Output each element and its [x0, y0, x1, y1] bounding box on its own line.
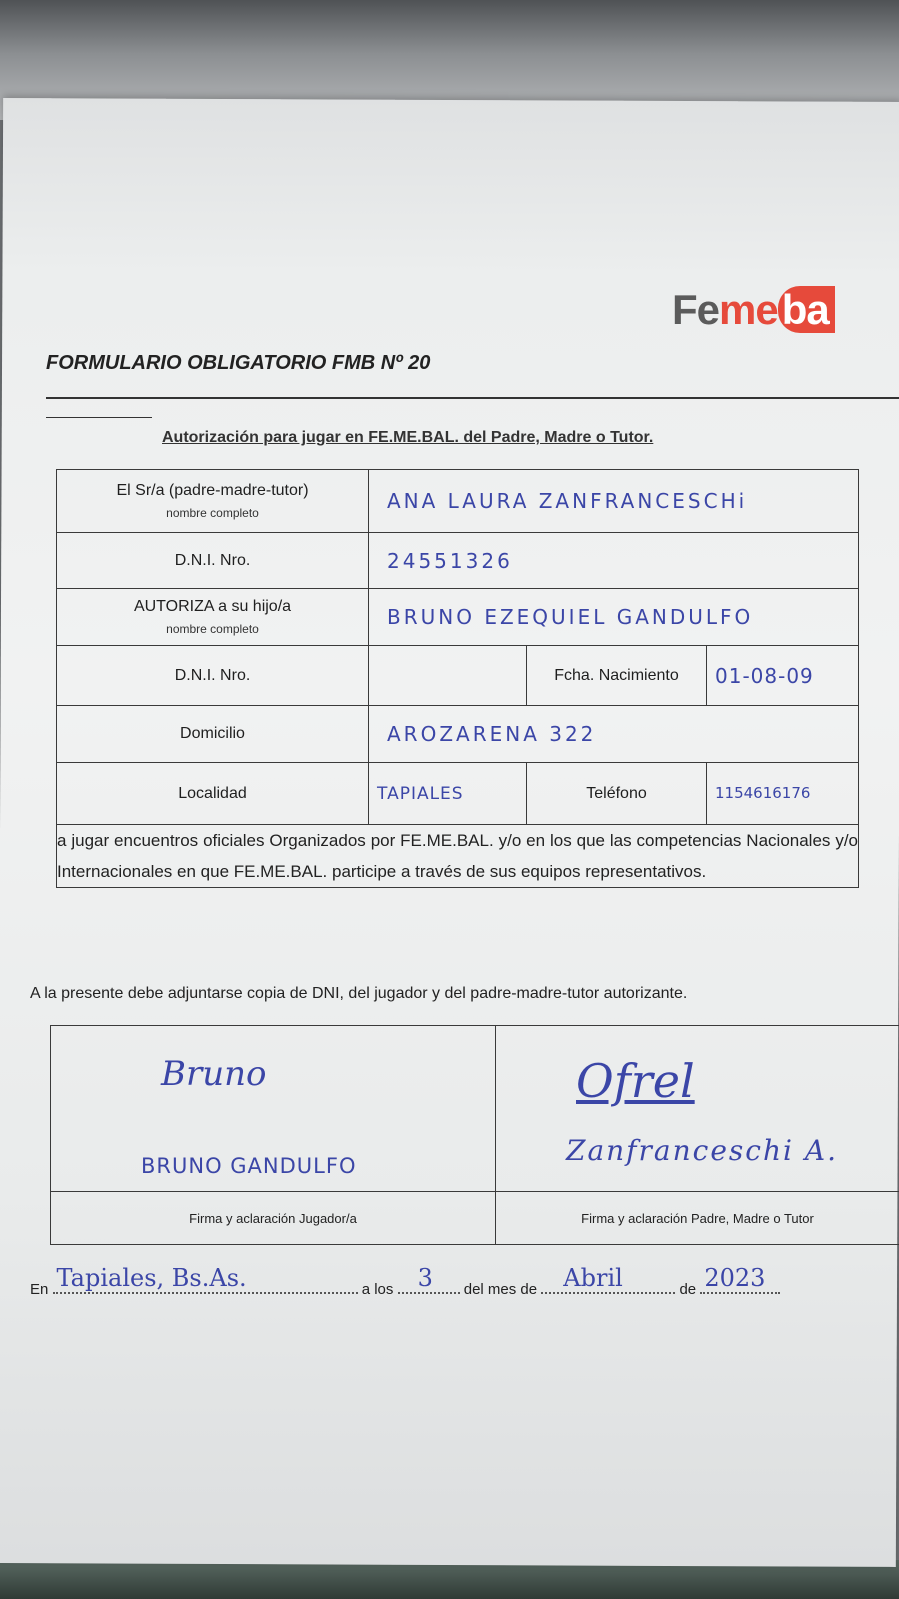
locality-value: TAPIALES — [377, 783, 464, 804]
short-rule — [46, 417, 152, 418]
parent-name-field[interactable] — [369, 470, 859, 533]
phone-label: Teléfono — [527, 763, 707, 825]
authorization-text: a jugar encuentros oficiales Organizados por FE.ME.BAL. y/o en los que las competencias Nacionales y/o Internacionales en que FE.ME.BAL. participe a través de sus equipos representativos. — [57, 825, 859, 888]
parent-label-cell — [57, 470, 369, 533]
mes-label: del mes de — [463, 1281, 538, 1298]
locality-label: Localidad — [57, 763, 369, 825]
day-value: 3 — [417, 1264, 433, 1292]
table-row — [57, 470, 859, 533]
table-row — [57, 825, 859, 888]
player-signature-box[interactable] — [51, 1026, 496, 1192]
player-signature: Bruno — [161, 1054, 267, 1094]
day-field[interactable] — [398, 1264, 460, 1294]
month-value: Abril — [563, 1264, 623, 1292]
table-row — [57, 589, 859, 646]
address-value: AROZARENA 322 — [387, 722, 597, 746]
table-row — [57, 533, 859, 589]
place-date-line — [30, 1264, 780, 1298]
birth-field[interactable] — [707, 646, 859, 706]
place-field[interactable] — [53, 1264, 358, 1294]
de-label: de — [679, 1281, 697, 1298]
title-rule — [46, 397, 899, 399]
form-subtitle: Autorización para jugar en FE.ME.BAL. del Padre, Madre o Tutor. — [162, 429, 654, 446]
birth-label: Fcha. Nacimiento — [527, 646, 707, 706]
child-dni-field[interactable] — [369, 646, 527, 706]
month-field[interactable] — [541, 1264, 675, 1294]
child-label: AUTORIZA a su hijo/a — [133, 598, 292, 615]
table-row — [57, 706, 859, 763]
player-printed-name: BRUNO GANDULFO — [141, 1154, 357, 1178]
place-value: Tapiales, Bs.As. — [56, 1264, 247, 1292]
address-field[interactable] — [369, 706, 859, 763]
femeba-logo: Femeba — [672, 286, 835, 334]
birth-value: 01-08-09 — [715, 663, 814, 688]
parent-signature: Ofrel — [576, 1054, 695, 1108]
parent-label: El Sr/a (padre-madre-tutor) — [116, 482, 309, 499]
address-label: Domicilio — [57, 706, 369, 763]
child-sublabel: nombre completo — [166, 622, 259, 636]
parent-printed-name: Zanfranceschi A. — [566, 1134, 838, 1167]
table-row — [57, 646, 859, 706]
phone-value: 1154616176 — [715, 784, 811, 802]
child-name-field[interactable] — [369, 589, 859, 646]
child-name-value: BRUNO EZEQUIEL GANDULFO — [387, 605, 754, 629]
attachment-note: A la presente debe adjuntarse copia de DNI, del jugador y del padre-madre-tutor autorizante. — [30, 985, 688, 1002]
parent-caption: Firma y aclaración Padre, Madre o Tutor — [496, 1192, 899, 1245]
child-label-cell — [57, 589, 369, 646]
child-dni-label: D.N.I. Nro. — [57, 646, 369, 706]
phone-field[interactable] — [707, 763, 859, 825]
form-title: FORMULARIO OBLIGATORIO FMB Nº 20 — [46, 352, 431, 374]
a-los-label: a los — [361, 1281, 394, 1298]
signature-table — [50, 1025, 899, 1245]
parent-dni-label: D.N.I. Nro. — [57, 533, 369, 589]
parent-signature-box[interactable] — [496, 1026, 899, 1192]
parent-sublabel: nombre completo — [166, 506, 259, 520]
parent-dni-field[interactable] — [369, 533, 859, 589]
en-label: En — [30, 1281, 49, 1298]
year-value: 2023 — [704, 1264, 766, 1292]
year-field[interactable] — [700, 1264, 780, 1294]
authorization-table — [56, 469, 859, 888]
table-row — [57, 763, 859, 825]
parent-dni-value: 24551326 — [387, 548, 513, 573]
parent-name-value: ANA LAURA ZANFRANCESCHi — [387, 489, 748, 513]
player-caption: Firma y aclaración Jugador/a — [51, 1192, 496, 1245]
locality-field[interactable] — [369, 763, 527, 825]
